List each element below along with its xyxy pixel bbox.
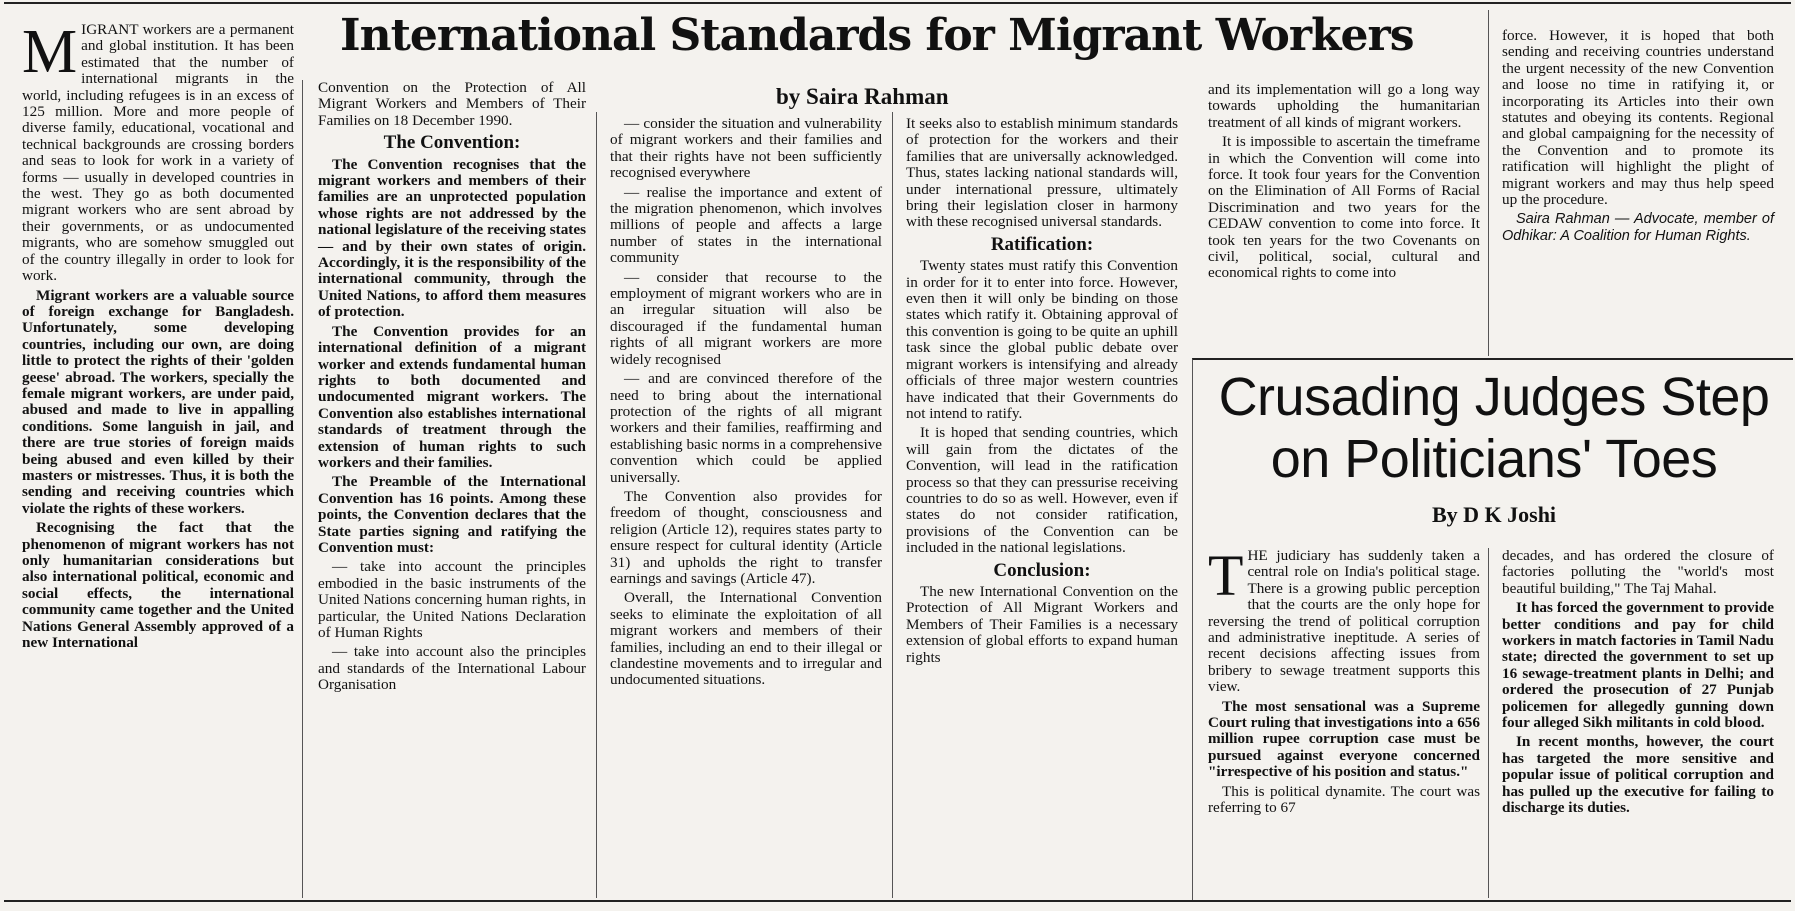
subheading-ratification: Ratification: [990, 233, 1094, 255]
column-3 [610, 116, 882, 692]
bottom-rule [4, 900, 1791, 902]
paragraph: Migrant workers are a valuable source of foreign exchange for Bangladesh. Unfortunately, some developing countries, including our own, are doing little to protect the rights of their 'golden geese' abroad. The workers, specially the female migrant workers, are under paid, abused and made to live in appalling conditions. Some languish in jail, and there are true stories of foreign maids being abused and even killed by their masters or mistresses. Thus, it is both the sending and receiving countries which violate the rights of these workers. [22, 286, 294, 517]
second-article-column-2 [1502, 548, 1774, 820]
article-headline: International Standards for Migrant Workers [340, 10, 1414, 61]
paragraph: This is political dynamite. The court was referring to 67 [1208, 782, 1480, 817]
paragraph: It has forced the government to provide better conditions and pay for child workers in match factories in Tamil Nadu state; directed the government to set up 16 sewage-treatment plants in Delhi; and ordered the prosecution of 27 Punjab policemen for allegedly gunning down four alleged Sikh militants in cold blood. [1502, 599, 1774, 732]
subheading-convention: The Convention: [383, 132, 521, 154]
paragraph: — take into account also the principles and standards of the International Labour Organisation [318, 643, 586, 694]
paragraph: THE judiciary has suddenly taken a central role on India's political stage. There is a growing public perception that the courts are the only hope for reversing the trend of political corruption and administrative ineptitude. A series of recent decisions affecting issues from bribery to sewage treatment supports this view. [1208, 543, 1480, 696]
paragraph: The Convention recognises that the migrant workers and members of their families are an unprotected population whose rights are not addressed by the national legislature of the receiving states — and by their own states of origin. Accordingly, it is the responsibility of the international community, through the United Nations, to afford them measures of protection. [318, 155, 586, 321]
column-5 [1208, 82, 1480, 285]
paragraph: force. However, it is hoped that both sending and receiving countries understand the urgent necessity of the new Convention and loose no time in ratifying it, or incorporating its Articles into their own statutes and obeying its contents. Regional and global campaigning for the necessity of the Convention and to promote its ratification will highlight the plight of migrant workers and may thus help speed up the procedure. [1502, 27, 1774, 209]
column-divider [1488, 548, 1489, 898]
column-1 [22, 18, 294, 654]
column-4 [906, 116, 1178, 669]
column-divider [892, 112, 893, 898]
paragraph: The Convention also provides for freedom of thought, consciousness and religion (Article 12), requires states party to ensure respect for cultural identity (Article 31) and upholds the right to transfer earnings and savings (Article 47). [610, 487, 882, 587]
paragraph: It is impossible to ascertain the timeframe in which the Convention will come into force. It took four years for the Convention on the Elimination of All Forms of Racial Discrimination and two years for the CEDAW convention to come into force. It took ten years for the two Covenants on civil, political, social, cultural and economical rights to come into [1208, 133, 1480, 282]
paragraph: — consider the situation and vulnerability of migrant workers and their families and that their rights have not been sufficiently recognised everywhere [610, 115, 882, 182]
paragraph: The Convention provides for an international definition of a migrant worker and extends fundamental human rights to both documented and undocumented migrant workers. The Convention also establishes international standards of treatment through the extension of human rights to such workers and their families. [318, 322, 586, 471]
paragraph: — and are convinced therefore of the need to bring about the international protection of the rights of all migrant workers and their families, reaffirming and establishing basic norms in a comprehensive convention which could be applied universally. [610, 370, 882, 486]
paragraph: MIGRANT workers are a permanent and global institution. It has been estimated that the number of international migrants in the world, including refugees is in an excess of 125 million. More and more people of diverse family, educational, vocational and technical backgrounds are crossing borders and seas to look for work in a variety of forms — usually in developed countries in the west. They go as both documented migrant workers who are sent abroad by their governments, or as undocumented migrants, who are somehow smuggled out of the country illegally in order to look for work. [22, 18, 294, 285]
paragraph: — realise the importance and extent of the migration phenomenon, which involves millions of people and affects a large number of states in the international community [610, 183, 882, 267]
second-article-headline: Crusading Judges Step on Politicians' Toes [1218, 367, 1770, 489]
paragraph: and its implementation will go a long way towards upholding the humanitarian treatment of all kinds of migrant workers. [1208, 81, 1480, 131]
author-signature: Saira Rahman — Advocate, member of Odhikar: A Coalition for Human Rights. [1502, 211, 1774, 244]
paragraph: Twenty states must ratify this Convention in order for it to enter into force. However, even then it will only be binding on those states which ratify it. Obtaining approval of this convention is going to be quite an uphill task since the global public debate over migrant workers is intensifying and already officials of three major western countries have indicated that their Governments do not intend to ratify. [906, 257, 1178, 422]
paragraph: — take into account the principles embodied in the basic instruments of the United Nations concerning human rights, in particular, the United Nations Declaration of Human Rights [318, 558, 586, 641]
paragraph: The most sensational was a Supreme Court ruling that investigations into a 656 million rupee corruption case must be pursued against everyone concerned "irrespective of his position and status." [1208, 697, 1480, 781]
top-rule [4, 2, 1791, 4]
paragraph: The Preamble of the International Convention has 16 points. Among these points, the Convention declares that the State parties signing and ratifying the Convention must: [318, 473, 586, 556]
paragraph: Recognising the fact that the phenomenon of migrant workers has not only humanitarian considerations but also international political, economic and social effects, the international community came together and the United Nations General Assembly approved of a new International [22, 519, 294, 652]
column-divider [596, 112, 597, 898]
article-byline: by Saira Rahman [776, 84, 949, 109]
column-divider [1488, 10, 1489, 356]
second-article-column-1 [1208, 543, 1480, 820]
paragraph: It seeks also to establish minimum standards of protection for the workers and their families that are universally acknowledged. Thus, states lacking national standards will, under international pressure, ultimately bring their legislation closer in harmony with these recognised universal standards. [906, 115, 1178, 231]
subheading-conclusion: Conclusion: [993, 559, 1091, 581]
second-article-byline: By D K Joshi [1431, 502, 1557, 527]
paragraph: It is hoped that sending countries, which will gain from the dictates of the Convention, will lead in the ratification process so that they can pressurise receiving countries to do so as well. However, even if states do not consider ratification, provisions of the Convention can be included in the national legislations. [906, 424, 1178, 557]
paragraph: Overall, the International Convention seeks to eliminate the exploitation of all migrant workers and members of their families, including an end to their illegal or clandestine movements and to irregular and undocumented situations. [610, 589, 882, 689]
column-2 [318, 80, 586, 697]
drop-cap: M [22, 18, 78, 86]
column-6 [1502, 28, 1774, 247]
column-divider [302, 80, 303, 898]
paragraph: Convention on the Protection of All Migrant Workers and Members of Their Families on 18 December 1990. [318, 79, 586, 129]
drop-cap: T [1208, 543, 1244, 608]
paragraph: — consider that recourse to the employment of migrant workers who are in an irregular situation will also be discouraged if the fundamental human rights of all migrant workers are more widely recognised [610, 268, 882, 368]
paragraph: The new International Convention on the Protection of All Migrant Workers and Members of Their Families is a necessary extension of global efforts to expand human rights [906, 582, 1178, 666]
paragraph: decades, and has ordered the closure of factories polluting the "world's most beautiful building," The Taj Mahal. [1502, 547, 1774, 597]
paragraph: In recent months, however, the court has targeted the more sensitive and popular issue of political corruption and has pulled up the executive for failing to discharge its duties. [1502, 733, 1774, 817]
